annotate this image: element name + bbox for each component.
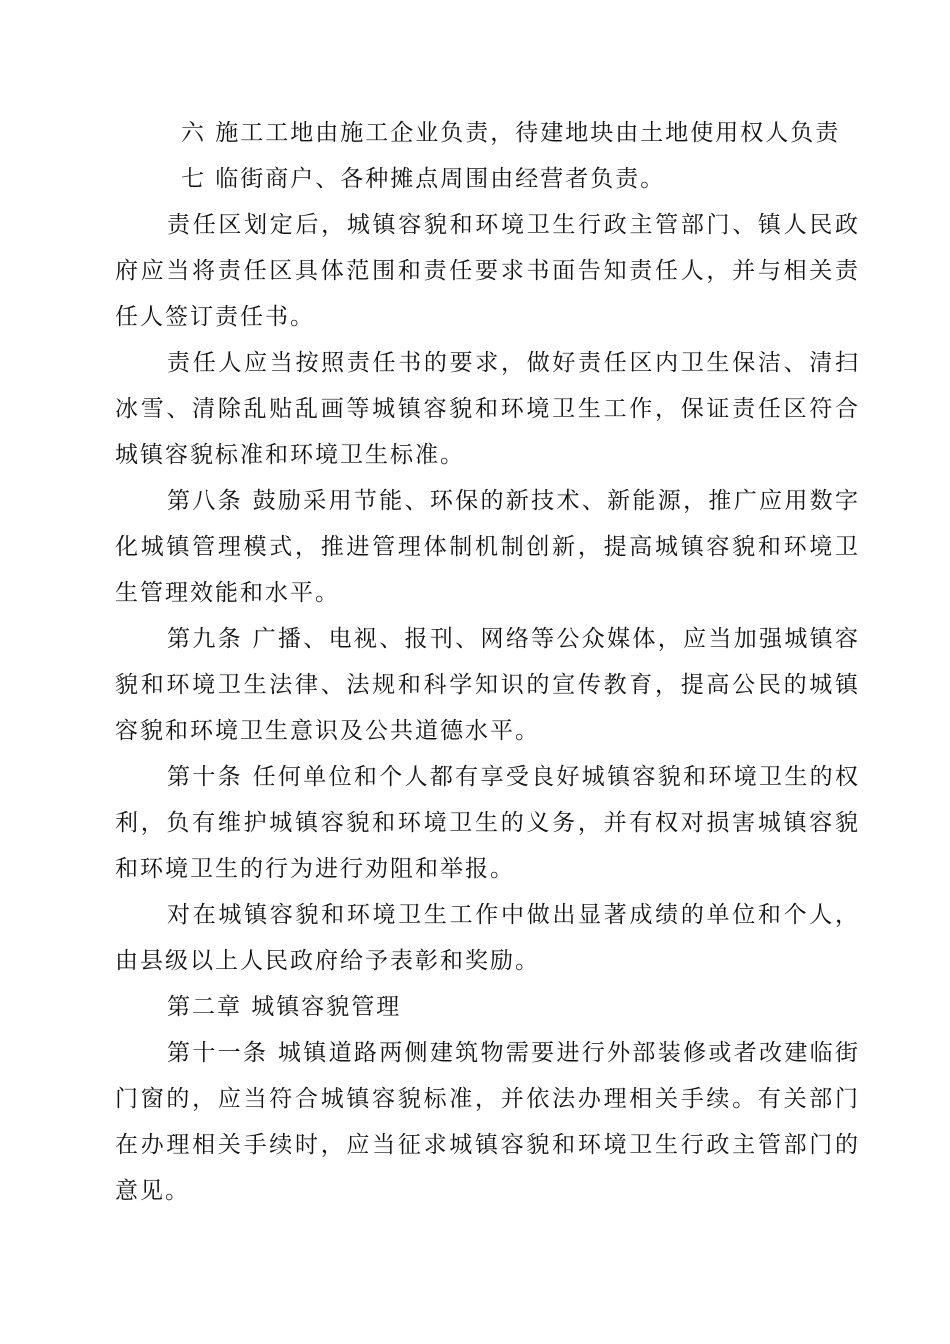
clause-seven-paragraph: 七 临街商户、各种摊点周围由经营者负责。 — [181, 166, 666, 192]
article-eight-paragraph: 第八条 鼓励采用节能、环保的新技术、新能源，推广应用数字化城镇管理模式，推进管理体制机制创新，提高城镇容貌和环境卫生管理效能和水平。 — [115, 488, 860, 606]
document-body — [115, 110, 860, 1214]
responsibility-duty-paragraph: 责任人应当按照责任书的要求，做好责任区内卫生保洁、清扫冰雪、清除乱贴乱画等城镇容貌和环境卫生工作，保证责任区符合城镇容貌标准和环境卫生标准。 — [115, 350, 860, 468]
clause-six-paragraph: 六 施工工地由施工企业负责，待建地块由土地使用权人负责 — [181, 120, 841, 146]
responsibility-notice-paragraph: 责任区划定后，城镇容貌和环境卫生行政主管部门、镇人民政府应当将责任区具体范围和责任要求书面告知责任人，并与相关责任人签订责任书。 — [115, 212, 860, 330]
commendation-paragraph: 对在城镇容貌和环境卫生工作中做出显著成绩的单位和个人，由县级以上人民政府给予表彰和奖励。 — [115, 902, 860, 974]
article-nine-paragraph: 第九条 广播、电视、报刊、网络等公众媒体，应当加强城镇容貌和环境卫生法律、法规和科学知识的宣传教育，提高公民的城镇容貌和环境卫生意识及公共道德水平。 — [115, 626, 860, 744]
article-eleven-paragraph: 第十一条 城镇道路两侧建筑物需要进行外部装修或者改建临街门窗的，应当符合城镇容貌标准，并依法办理相关手续。有关部门在办理相关手续时，应当征求城镇容貌和环境卫生行政主管部门的意见。 — [115, 1040, 860, 1204]
article-ten-paragraph: 第十条 任何单位和个人都有享受良好城镇容貌和环境卫生的权利，负有维护城镇容貌和环境卫生的义务，并有权对损害城镇容貌和环境卫生的行为进行劝阻和举报。 — [115, 764, 860, 882]
chapter-two-heading: 第二章 城镇容貌管理 — [167, 994, 402, 1020]
